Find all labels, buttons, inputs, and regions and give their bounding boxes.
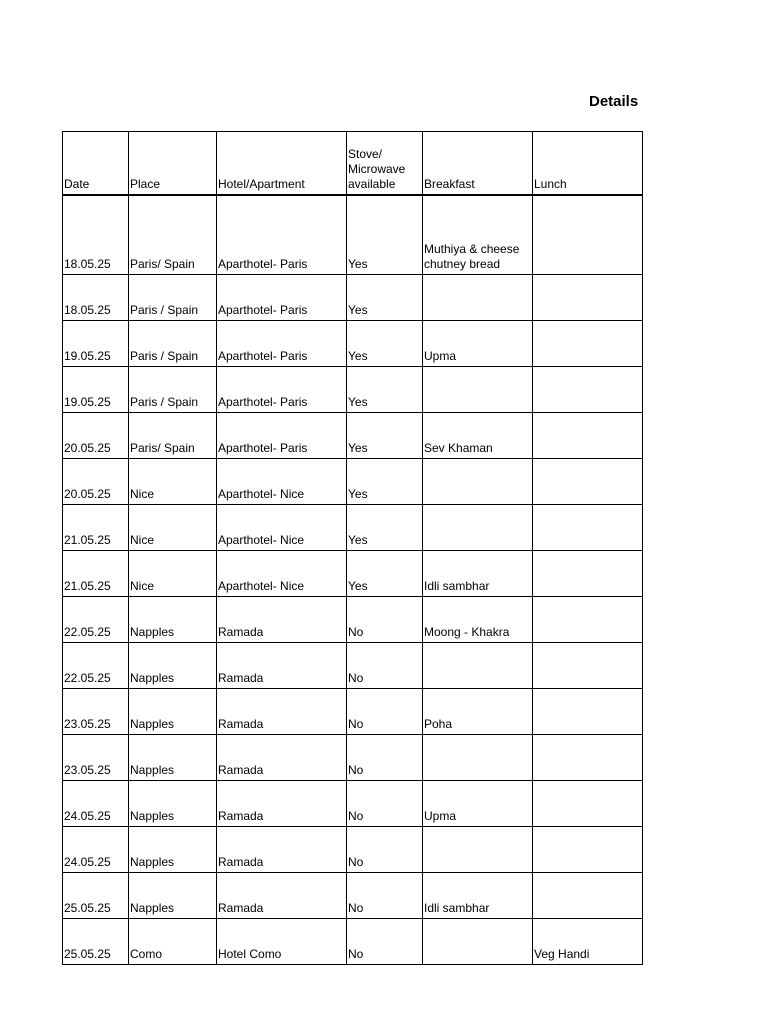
cell-hotel[interactable]: Ramada (217, 735, 347, 781)
cell-stove[interactable]: No (347, 689, 423, 735)
cell-place[interactable]: Paris/ Spain (129, 413, 217, 459)
cell-place[interactable]: Como (129, 919, 217, 965)
cell-stove[interactable]: No (347, 643, 423, 689)
cell-breakfast[interactable]: Idli sambhar (423, 873, 533, 919)
cell-date[interactable]: 23.05.25 (63, 689, 129, 735)
cell-place[interactable]: Napples (129, 735, 217, 781)
cell-hotel[interactable]: Aparthotel- Paris (217, 321, 347, 367)
header-hotel[interactable]: Hotel/Apartment (217, 132, 347, 196)
header-place[interactable]: Place (129, 132, 217, 196)
cell-lunch[interactable] (533, 459, 643, 505)
table-row (63, 195, 643, 275)
cell-place[interactable]: Napples (129, 597, 217, 643)
cell-place[interactable]: Paris/ Spain (129, 195, 217, 275)
cell-breakfast[interactable] (423, 643, 533, 689)
header-stove[interactable]: Stove/ Microwave available (347, 132, 423, 196)
header-lunch[interactable]: Lunch (533, 132, 643, 196)
itinerary-table (62, 131, 643, 965)
cell-date[interactable]: 25.05.25 (63, 873, 129, 919)
cell-breakfast[interactable] (423, 827, 533, 873)
table-row (63, 321, 643, 367)
cell-hotel[interactable]: Ramada (217, 643, 347, 689)
cell-place[interactable]: Paris / Spain (129, 367, 217, 413)
cell-place[interactable]: Paris / Spain (129, 275, 217, 321)
cell-lunch[interactable] (533, 735, 643, 781)
cell-hotel[interactable]: Aparthotel- Paris (217, 195, 347, 275)
cell-lunch[interactable] (533, 597, 643, 643)
cell-stove[interactable]: Yes (347, 195, 423, 275)
table-row (63, 413, 643, 459)
cell-breakfast[interactable]: Moong - Khakra (423, 597, 533, 643)
cell-lunch[interactable] (533, 367, 643, 413)
cell-lunch[interactable] (533, 689, 643, 735)
cell-breakfast[interactable]: Upma (423, 781, 533, 827)
table-row (63, 735, 643, 781)
cell-place[interactable]: Napples (129, 873, 217, 919)
table-row (63, 275, 643, 321)
cell-place[interactable]: Paris / Spain (129, 321, 217, 367)
cell-hotel[interactable]: Aparthotel- Nice (217, 505, 347, 551)
cell-date[interactable]: 21.05.25 (63, 505, 129, 551)
header-date[interactable]: Date (63, 132, 129, 196)
table-body (63, 195, 643, 965)
cell-stove[interactable]: Yes (347, 505, 423, 551)
cell-lunch[interactable] (533, 413, 643, 459)
cell-lunch[interactable]: Veg Handi (533, 919, 643, 965)
table-row (63, 505, 643, 551)
cell-hotel[interactable]: Ramada (217, 597, 347, 643)
cell-hotel[interactable]: Aparthotel- Nice (217, 551, 347, 597)
cell-breakfast[interactable] (423, 367, 533, 413)
cell-place[interactable]: Nice (129, 551, 217, 597)
cell-lunch[interactable] (533, 643, 643, 689)
cell-hotel[interactable]: Hotel Como (217, 919, 347, 965)
cell-stove[interactable]: No (347, 827, 423, 873)
table-row (63, 827, 643, 873)
cell-breakfast[interactable]: Muthiya & cheese chutney bread (423, 195, 533, 275)
cell-lunch[interactable] (533, 321, 643, 367)
table-row (63, 367, 643, 413)
cell-date[interactable]: 23.05.25 (63, 735, 129, 781)
cell-lunch[interactable] (533, 505, 643, 551)
page-title: Details (589, 93, 639, 110)
cell-date[interactable]: 22.05.25 (63, 643, 129, 689)
cell-breakfast[interactable] (423, 505, 533, 551)
cell-lunch[interactable] (533, 827, 643, 873)
cell-lunch[interactable] (533, 781, 643, 827)
cell-breakfast[interactable] (423, 735, 533, 781)
cell-stove[interactable]: No (347, 735, 423, 781)
cell-stove[interactable]: No (347, 919, 423, 965)
table-row (63, 597, 643, 643)
cell-place[interactable]: Napples (129, 689, 217, 735)
cell-hotel[interactable]: Ramada (217, 689, 347, 735)
table-row (63, 873, 643, 919)
table-row (63, 643, 643, 689)
cell-stove[interactable]: Yes (347, 413, 423, 459)
cell-date[interactable]: 20.05.25 (63, 413, 129, 459)
cell-stove[interactable]: No (347, 873, 423, 919)
cell-breakfast[interactable] (423, 275, 533, 321)
cell-stove[interactable]: Yes (347, 367, 423, 413)
cell-date[interactable]: 18.05.25 (63, 275, 129, 321)
cell-stove[interactable]: No (347, 781, 423, 827)
cell-lunch[interactable] (533, 275, 643, 321)
cell-stove[interactable]: Yes (347, 321, 423, 367)
cell-date[interactable]: 22.05.25 (63, 597, 129, 643)
cell-date[interactable]: 21.05.25 (63, 551, 129, 597)
cell-date[interactable]: 25.05.25 (63, 919, 129, 965)
cell-hotel[interactable]: Aparthotel- Paris (217, 413, 347, 459)
cell-stove[interactable]: Yes (347, 275, 423, 321)
cell-date[interactable]: 24.05.25 (63, 827, 129, 873)
cell-place[interactable]: Napples (129, 781, 217, 827)
cell-breakfast[interactable]: Sev Khaman (423, 413, 533, 459)
cell-breakfast[interactable] (423, 459, 533, 505)
table-row (63, 551, 643, 597)
cell-hotel[interactable]: Aparthotel- Paris (217, 275, 347, 321)
table-row (63, 781, 643, 827)
cell-stove[interactable]: No (347, 597, 423, 643)
cell-lunch[interactable] (533, 195, 643, 275)
cell-date[interactable]: 24.05.25 (63, 781, 129, 827)
cell-lunch[interactable] (533, 873, 643, 919)
cell-place[interactable]: Nice (129, 459, 217, 505)
cell-hotel[interactable]: Ramada (217, 781, 347, 827)
cell-hotel[interactable]: Ramada (217, 827, 347, 873)
cell-hotel[interactable]: Ramada (217, 873, 347, 919)
cell-lunch[interactable] (533, 551, 643, 597)
cell-date[interactable]: 19.05.25 (63, 321, 129, 367)
header-row (63, 132, 643, 196)
cell-date[interactable]: 18.05.25 (63, 195, 129, 275)
cell-date[interactable]: 20.05.25 (63, 459, 129, 505)
table-row (63, 919, 643, 965)
cell-breakfast[interactable]: Idli sambhar (423, 551, 533, 597)
header-breakfast[interactable]: Breakfast (423, 132, 533, 196)
cell-breakfast[interactable]: Upma (423, 321, 533, 367)
cell-stove[interactable]: Yes (347, 459, 423, 505)
cell-place[interactable]: Napples (129, 643, 217, 689)
cell-place[interactable]: Napples (129, 827, 217, 873)
cell-breakfast[interactable]: Poha (423, 689, 533, 735)
cell-hotel[interactable]: Aparthotel- Nice (217, 459, 347, 505)
cell-place[interactable]: Nice (129, 505, 217, 551)
cell-date[interactable]: 19.05.25 (63, 367, 129, 413)
table-row (63, 689, 643, 735)
cell-breakfast[interactable] (423, 919, 533, 965)
cell-hotel[interactable]: Aparthotel- Paris (217, 367, 347, 413)
cell-stove[interactable]: Yes (347, 551, 423, 597)
table-row (63, 459, 643, 505)
